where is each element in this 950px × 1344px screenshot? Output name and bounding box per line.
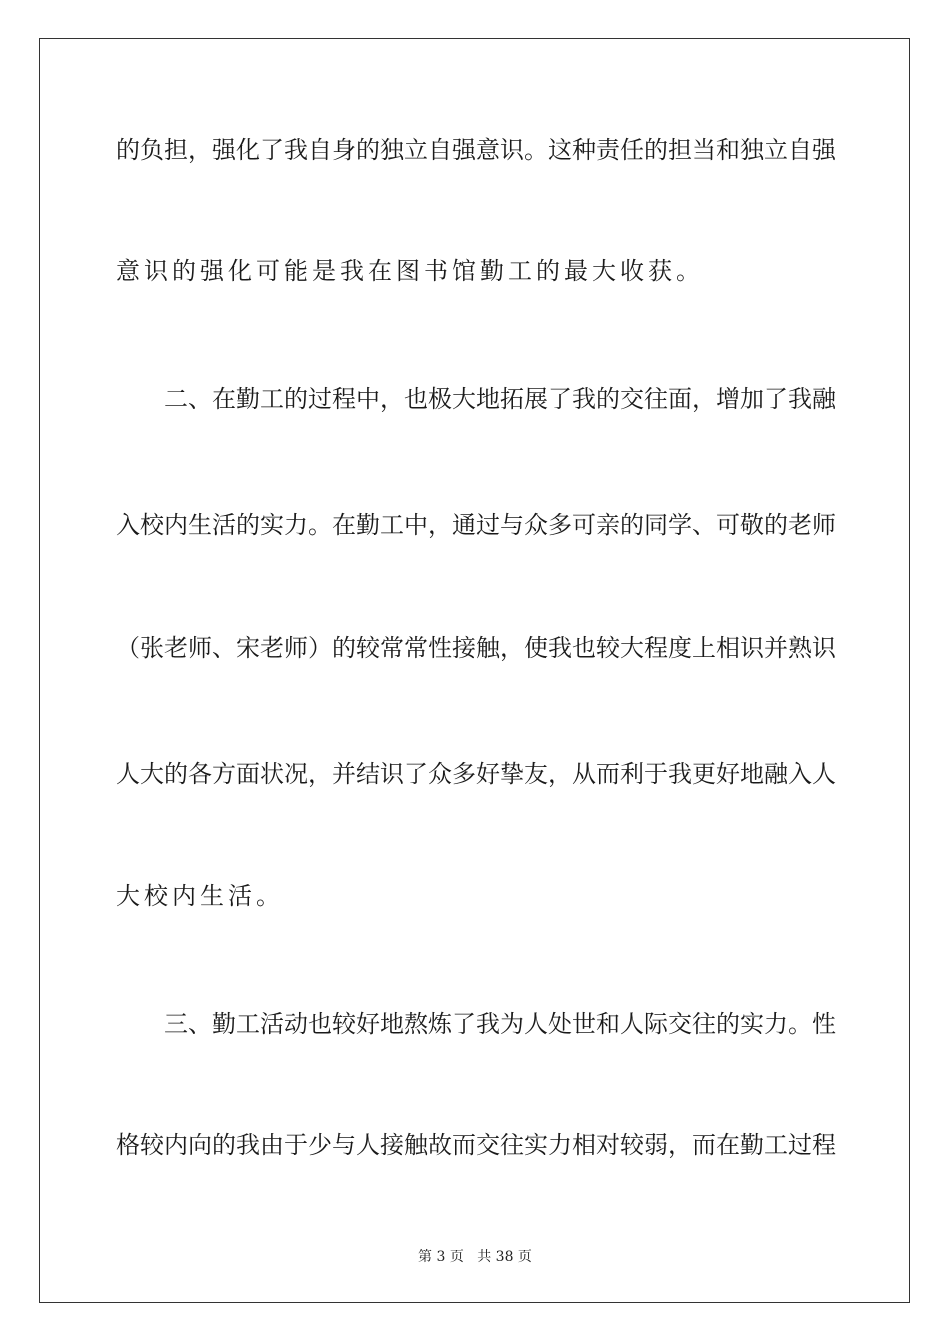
body-text-line: 入校内生活的实力。在勤工中，通过与众多可亲的同学、可敬的老师 [116, 511, 836, 539]
total-pages: 共 38 页 [477, 1249, 532, 1265]
body-text-line: 三、勤工活动也较好地熬炼了我为人处世和人际交往的实力。性 [164, 1010, 836, 1038]
page-number: 第 3 页 [418, 1249, 464, 1265]
page-border [39, 38, 910, 1303]
body-text-line: 格较内向的我由于少与人接触故而交往实力相对较弱，而在勤工过程 [116, 1131, 836, 1159]
page-footer [0, 1247, 950, 1267]
body-text-line: 大校内生活。 [116, 882, 284, 910]
body-text-line: 的负担，强化了我自身的独立自强意识。这种责任的担当和独立自强 [116, 136, 836, 164]
body-text-line: （张老师、宋老师）的较常常性接触，使我也较大程度上相识并熟识 [116, 634, 836, 662]
body-text-line: 人大的各方面状况，并结识了众多好挚友，从而利于我更好地融入人 [116, 760, 836, 788]
body-text-line: 二、在勤工的过程中，也极大地拓展了我的交往面，增加了我融 [164, 385, 836, 413]
body-text-line: 意识的强化可能是我在图书馆勤工的最大收获。 [116, 257, 704, 285]
